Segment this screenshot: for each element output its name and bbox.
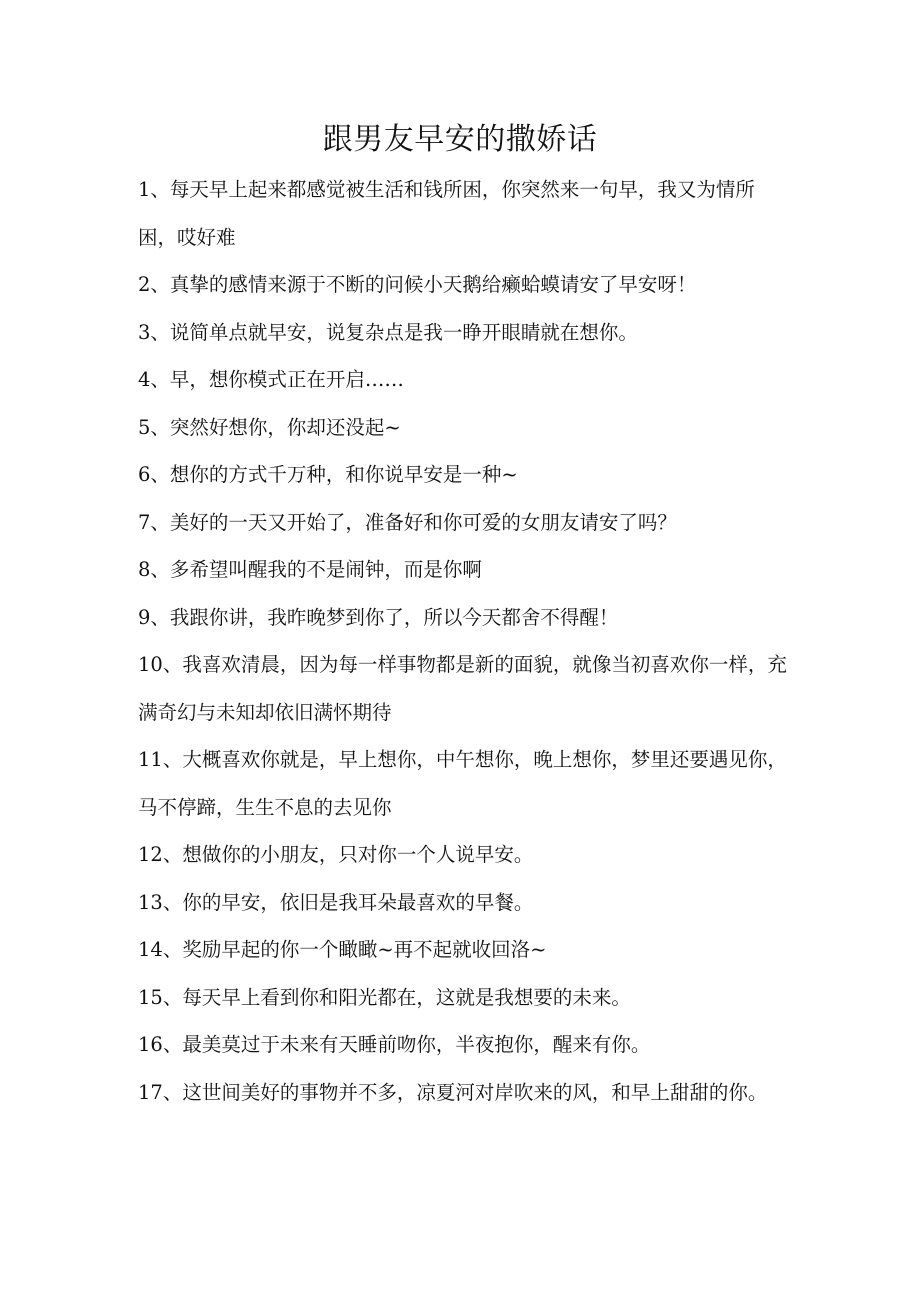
- list-item: 17、这世间美好的事物并不多，凉夏河对岸吹来的风，和早上甜甜的你。: [138, 1080, 768, 1104]
- list-item: 12、想做你的小朋友，只对你一个人说早安。: [138, 843, 534, 866]
- list-item: 9、我跟你讲，我昨晚梦到你了，所以今天都舍不得醒！: [138, 605, 619, 629]
- greeting-list: [138, 166, 788, 1116]
- list-item: 4、早，想你模式正在开启……: [138, 368, 404, 391]
- document-title: 跟男友早安的撒娇话: [322, 122, 598, 157]
- list-item: 14、奖励早起的你一个瞰瞰~再不起就收回洛~: [138, 938, 547, 961]
- list-item: 8、多希望叫醒我的不是闹钟，而是你啊: [138, 558, 482, 581]
- list-item: 1、每天早上起来都感觉被生活和钱所困，你突然来一句早，我又为情所困，哎好难: [138, 178, 755, 249]
- list-item: 10、我喜欢清晨，因为每一样事物都是新的面貌，就像当初喜欢你一样，充满奇幻与未知却依旧满怀期待: [138, 653, 787, 724]
- list-item: 13、你的早安，依旧是我耳朵最喜欢的早餐。: [138, 890, 534, 914]
- list-item: 3、说简单点就早安，说复杂点是我一睁开眼睛就在想你。: [138, 320, 638, 344]
- list-item: 16、最美莫过于未来有天睡前吻你，半夜抱你，醒来有你。: [138, 1033, 651, 1056]
- list-item: 11、大概喜欢你就是，早上想你，中午想你，晚上想你，梦里还要遇见你，马不停蹄，生生不息的去见你: [138, 748, 787, 819]
- list-item: 6、想你的方式千万种，和你说早安是一种~: [138, 463, 518, 486]
- list-item: 7、美好的一天又开始了，准备好和你可爱的女朋友请安了吗？: [138, 510, 677, 534]
- list-item: 15、每天早上看到你和阳光都在，这就是我想要的未来。: [138, 985, 631, 1009]
- list-item: 2、真挚的感情来源于不断的问候小天鹅给癞蛤蟆请安了早安呀！: [138, 273, 697, 296]
- list-item: 5、突然好想你，你却还没起~: [138, 415, 401, 439]
